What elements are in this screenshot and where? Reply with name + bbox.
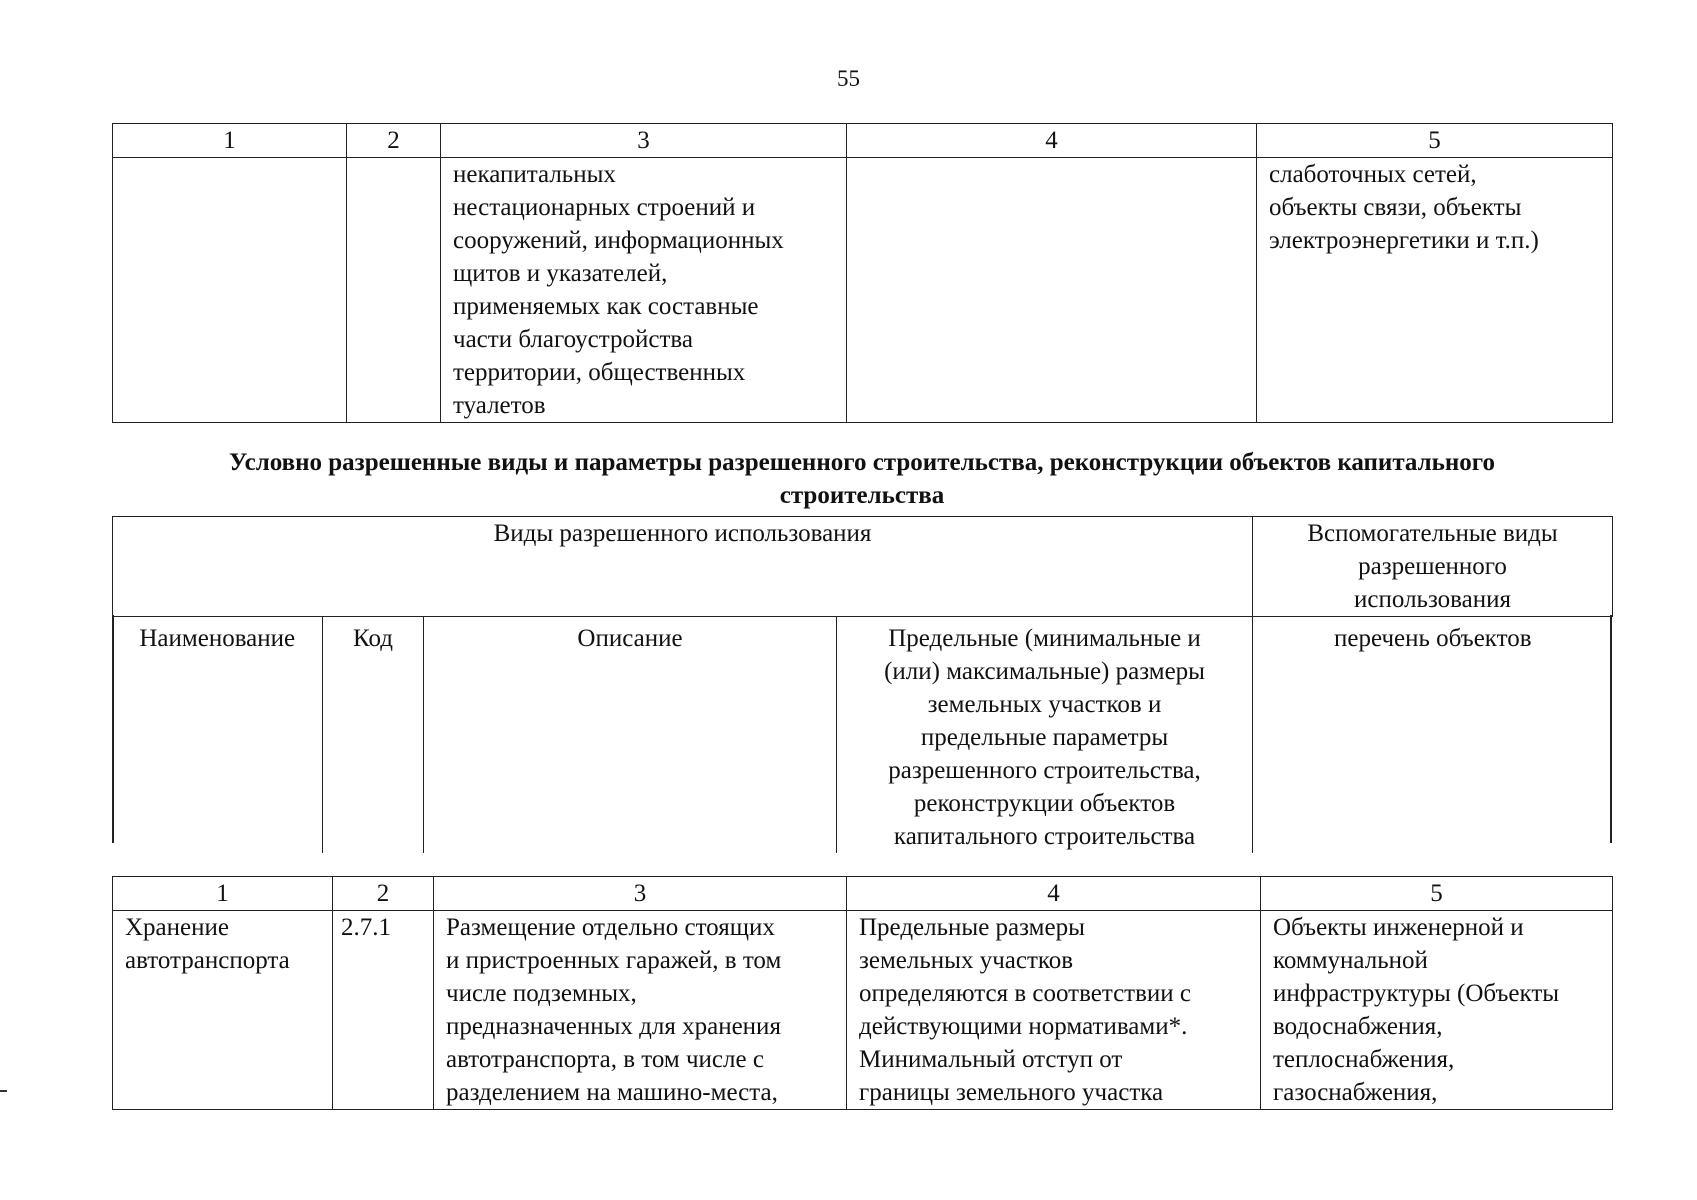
column-number-row: [113, 124, 1613, 158]
objects-line: газоснабжения,: [1273, 1079, 1438, 1106]
description-line: сооружений, информационных: [453, 227, 784, 254]
description-line: некапитальных: [453, 161, 616, 188]
section-title-line: строительства: [779, 482, 945, 509]
limits-line: земельных участков: [859, 947, 1074, 974]
code-header: Код: [323, 617, 424, 854]
column-header-row: [113, 617, 1613, 854]
margin-mark: [0, 1090, 7, 1092]
limits-header-line: предельные параметры: [920, 724, 1169, 751]
group-header: Виды разрешенного использования: [113, 517, 1253, 617]
column-number-3: 3: [434, 877, 847, 911]
name-cell: [113, 158, 347, 423]
name-header: Наименование: [113, 617, 323, 854]
limits-cell: [847, 158, 1257, 423]
objects-line: Объекты инженерной и: [1273, 914, 1524, 941]
limits-header-line: реконструкции объектов: [913, 790, 1176, 817]
limits-line: действующими нормативами*.: [859, 1013, 1188, 1040]
description-line: применяемых как составные: [453, 293, 759, 320]
description-line: нестационарных строений и: [453, 194, 756, 221]
limits-header-line: Предельные (минимальные и: [888, 625, 1201, 652]
limits-line: границы земельного участка: [859, 1079, 1164, 1106]
description-line: числе подземных,: [446, 980, 637, 1007]
aux-header: [1253, 517, 1613, 617]
objects-cell: [1261, 911, 1613, 1110]
column-number-4: 4: [847, 877, 1261, 911]
description-header: Описание: [424, 617, 837, 854]
body-table: [112, 876, 1613, 1110]
description-line: автотранспорта, в том числе с: [446, 1046, 764, 1073]
description-line: территории, общественных: [453, 359, 746, 386]
header-left-border: [112, 615, 114, 843]
limits-cell: [847, 911, 1261, 1110]
limits-line: Минимальный отступ от: [859, 1046, 1123, 1073]
column-number-5: 5: [1257, 124, 1613, 158]
description-line: разделением на машино-места,: [446, 1079, 778, 1106]
objects-line: инфраструктуры (Объекты: [1273, 980, 1560, 1007]
section-title-line: Условно разрешенные виды и параметры разрешенного строительства, реконструкции объектов капитального: [228, 449, 1496, 476]
limits-header-line: земельных участков и: [927, 691, 1162, 718]
limits-header-line: капитального строительства: [893, 823, 1196, 850]
limits-line: определяются в соответствии с: [859, 980, 1192, 1007]
name-line: автотранспорта: [125, 947, 290, 974]
objects-line: электроэнергетики и т.п.): [1269, 227, 1539, 254]
description-line: части благоустройства: [453, 326, 693, 353]
objects-header: перечень объектов: [1253, 617, 1613, 854]
section-title: [112, 446, 1612, 512]
table-row: [113, 158, 1613, 423]
code-cell: [347, 158, 441, 423]
description-line: и пристроенных гаражей, в том: [446, 947, 782, 974]
name-cell: [113, 911, 333, 1110]
limits-header: [837, 617, 1253, 854]
name-line: Хранение: [125, 914, 229, 941]
group-header-row: [113, 517, 1613, 617]
column-number-4: 4: [847, 124, 1257, 158]
description-line: предназначенных для хранения: [446, 1013, 781, 1040]
aux-header-line: использования: [1354, 586, 1512, 613]
objects-line: теплоснабжения,: [1273, 1046, 1455, 1073]
objects-line: объекты связи, объекты: [1269, 194, 1522, 221]
objects-line: слаботочных сетей,: [1269, 161, 1477, 188]
limits-header-line: разрешенного строительства,: [888, 757, 1201, 784]
description-cell: [441, 158, 847, 423]
column-number-1: 1: [113, 877, 333, 911]
column-number-1: 1: [113, 124, 347, 158]
aux-header-line: разрешенного: [1358, 553, 1507, 580]
description-line: туалетов: [453, 392, 546, 419]
objects-cell: [1257, 158, 1613, 423]
objects-line: коммунальной: [1273, 947, 1428, 974]
header-right-border: [1610, 615, 1612, 843]
column-number-3: 3: [441, 124, 847, 158]
description-line: щитов и указателей,: [453, 260, 668, 287]
column-number-5: 5: [1261, 877, 1613, 911]
code-cell: 2.7.1: [333, 911, 434, 1110]
description-line: Размещение отдельно стоящих: [446, 914, 775, 941]
header-table: [112, 516, 1613, 853]
column-number-row: [113, 877, 1613, 911]
aux-header-line: Вспомогательные виды: [1307, 520, 1558, 547]
limits-header-line: (или) максимальные) размеры: [884, 658, 1205, 685]
description-cell: [434, 911, 847, 1110]
continued-table: [112, 123, 1613, 423]
column-number-2: 2: [333, 877, 434, 911]
page-number: 55: [837, 66, 860, 91]
table-row: [113, 911, 1613, 1110]
limits-line: Предельные размеры: [859, 914, 1085, 941]
objects-line: водоснабжения,: [1273, 1013, 1443, 1040]
column-number-2: 2: [347, 124, 441, 158]
